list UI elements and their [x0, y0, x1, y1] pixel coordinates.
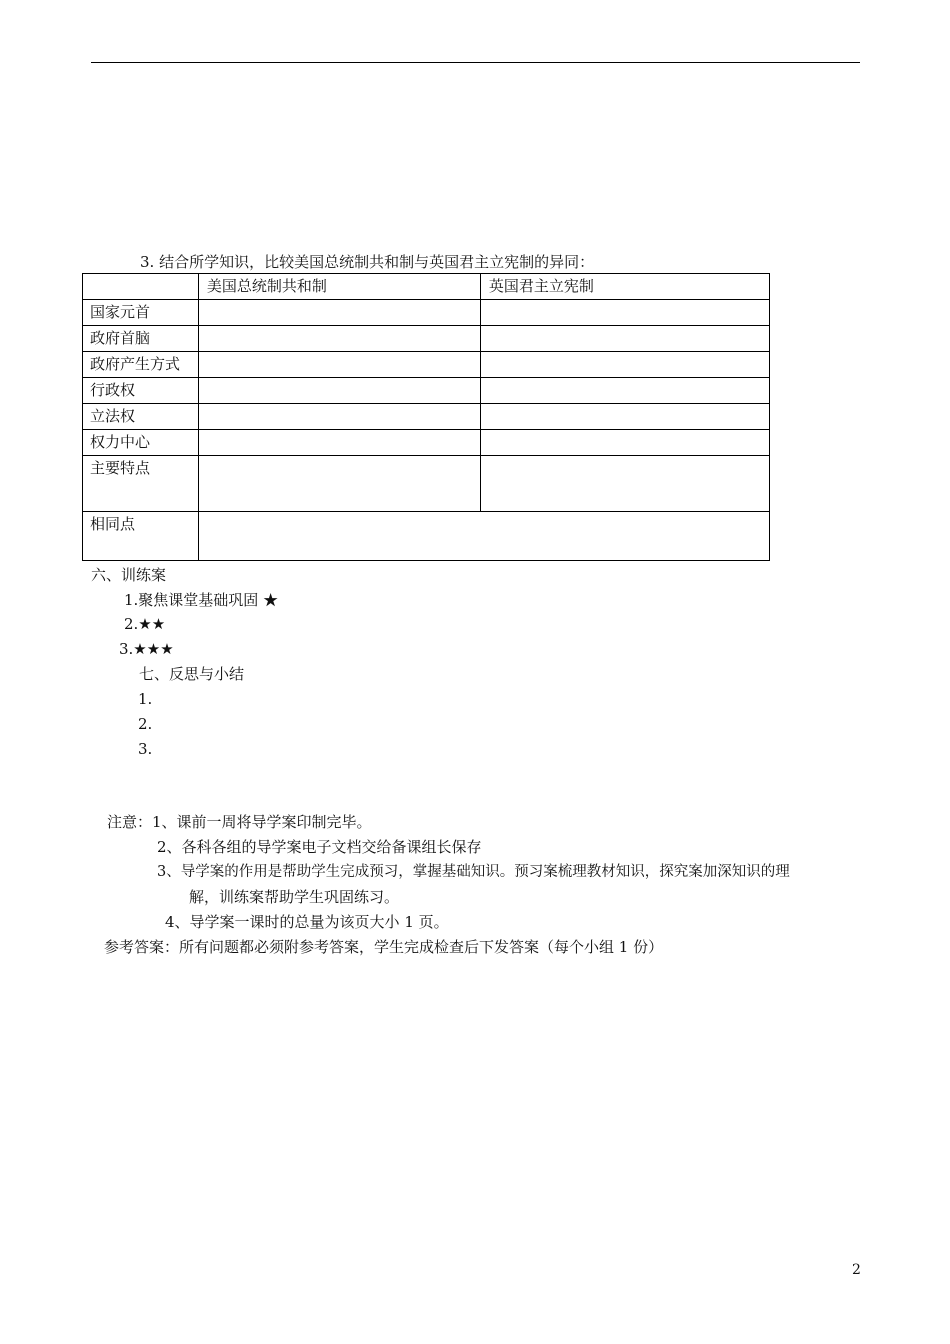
header-cell-uk: 英国君主立宪制 [480, 274, 769, 300]
row-label: 相同点 [83, 512, 199, 561]
answer-cell[interactable] [480, 300, 769, 326]
reflection-item: 2. [138, 715, 153, 733]
header-rule [91, 62, 860, 63]
row-label: 行政权 [83, 378, 199, 404]
row-label: 立法权 [83, 404, 199, 430]
reflection-item: 1. [138, 690, 153, 708]
answer-cell[interactable] [480, 352, 769, 378]
answer-cell[interactable] [480, 378, 769, 404]
answer-cell[interactable] [480, 430, 769, 456]
training-item: 3.★★★ [119, 640, 174, 658]
answer-note: 参考答案：所有问题都必须附参考答案，学生完成检查后下发答案（每个小组 1 份） [104, 938, 664, 956]
answer-cell[interactable] [480, 456, 769, 512]
answer-cell[interactable] [198, 456, 480, 512]
table-row [83, 404, 770, 430]
answer-cell[interactable] [198, 404, 480, 430]
table-row [83, 326, 770, 352]
note-line: 2、各科各组的导学案电子文档交给备课组长保存 [157, 838, 482, 856]
answer-cell-merged[interactable] [198, 512, 769, 561]
answer-cell[interactable] [480, 404, 769, 430]
note-line: 3、导学案的作用是帮助学生完成预习，掌握基础知识。预习案梳理教材知识，探究案加深知识的理 [157, 864, 790, 880]
answer-cell[interactable] [198, 300, 480, 326]
answer-cell[interactable] [480, 326, 769, 352]
answer-cell[interactable] [198, 352, 480, 378]
header-cell-empty [83, 274, 199, 300]
row-label: 政府首脑 [83, 326, 199, 352]
row-label: 权力中心 [83, 430, 199, 456]
reflection-heading: 七、反思与小结 [139, 665, 245, 683]
table-header-row [83, 274, 770, 300]
table-row [83, 300, 770, 326]
note-line: 4、导学案一课时的总量为该页大小 1 页。 [165, 913, 449, 931]
note-line: 解，训练案帮助学生巩固练习。 [189, 888, 400, 906]
page-number: 2 [852, 1262, 861, 1278]
row-label: 主要特点 [83, 456, 199, 512]
row-label: 国家元首 [83, 300, 199, 326]
training-heading: 六、训练案 [91, 566, 167, 584]
question-text: 3. 结合所学知识，比较美国总统制共和制与英国君主立宪制的异同： [140, 253, 595, 271]
table-row [83, 378, 770, 404]
table-row-common [83, 512, 770, 561]
table-row [83, 430, 770, 456]
note-line: 注意：1、课前一周将导学案印制完毕。 [107, 813, 372, 831]
training-item: 2.★★ [124, 615, 166, 633]
answer-cell[interactable] [198, 430, 480, 456]
answer-cell[interactable] [198, 378, 480, 404]
comparison-table [82, 273, 770, 561]
training-item: 1.聚焦课堂基础巩固 ★ [124, 591, 279, 609]
row-label: 政府产生方式 [83, 352, 199, 378]
answer-cell[interactable] [198, 326, 480, 352]
reflection-item: 3. [138, 740, 153, 758]
table-row [83, 456, 770, 512]
header-cell-usa: 美国总统制共和制 [198, 274, 480, 300]
table-row [83, 352, 770, 378]
